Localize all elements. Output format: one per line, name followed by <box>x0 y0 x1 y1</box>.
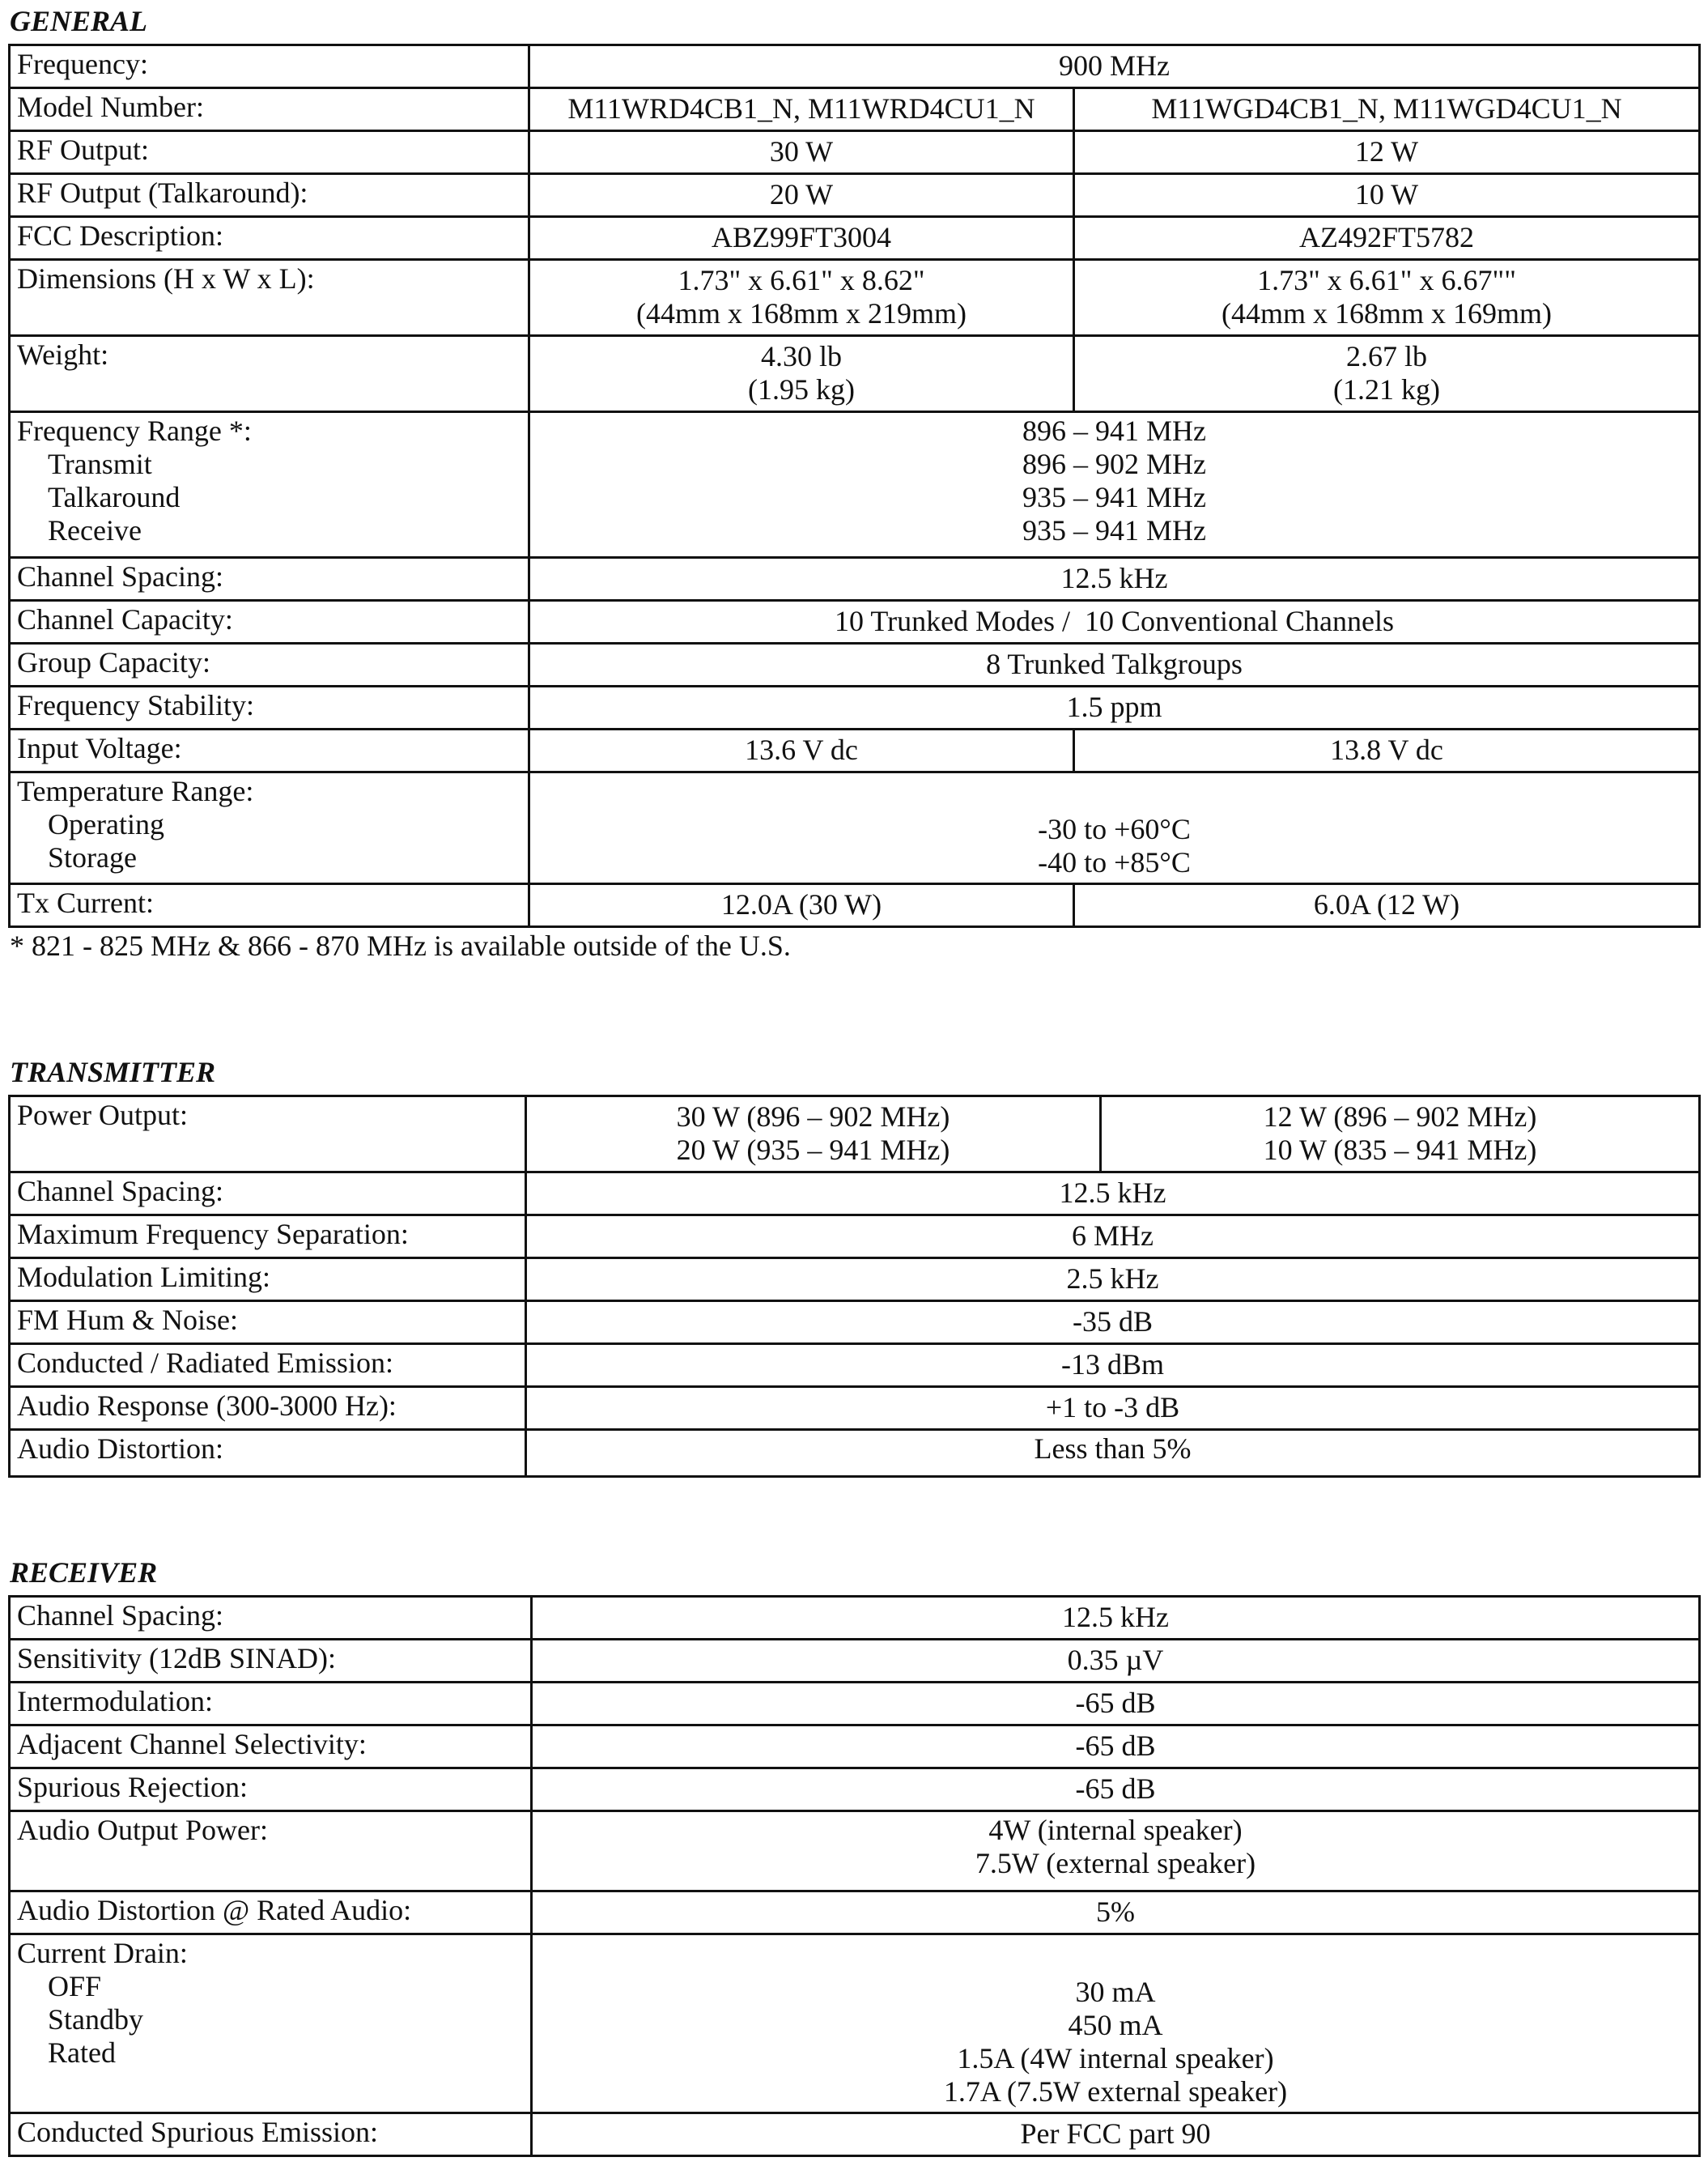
spec-value-model-b: AZ492FT5782 <box>1074 217 1700 260</box>
spec-label <box>10 772 529 884</box>
value-line: (44mm x 168mm x 169mm) <box>1222 296 1552 330</box>
spec-label: Model Number: <box>10 88 529 131</box>
spec-label: Input Voltage: <box>10 730 529 772</box>
value-line: 896 – 902 MHz <box>1022 448 1206 480</box>
receiver-section-title: RECEIVER <box>10 1556 158 1589</box>
spec-label: Audio Response (300-3000 Hz): <box>10 1387 526 1430</box>
spec-value: -35 dB <box>526 1301 1700 1344</box>
spec-label: Audio Output Power: <box>10 1811 532 1891</box>
value-line: 7.5W (external speaker) <box>975 1847 1256 1879</box>
spec-value <box>532 1811 1700 1891</box>
table-row <box>10 260 1700 336</box>
label-subline: Transmit <box>48 448 152 480</box>
spec-value-model-b <box>1101 1096 1700 1172</box>
table-row <box>10 730 1700 772</box>
table-row <box>10 1725 1700 1768</box>
table-row <box>10 1683 1700 1725</box>
table-row <box>10 1301 1700 1344</box>
table-row <box>10 336 1700 412</box>
spec-value: Per FCC part 90 <box>532 2113 1700 2156</box>
spec-label: Frequency: <box>10 45 529 88</box>
spec-value: -13 dBm <box>526 1344 1700 1387</box>
table-row <box>10 1387 1700 1430</box>
spec-label: Weight: <box>10 336 529 412</box>
spec-label: Power Output: <box>10 1096 526 1172</box>
spec-value: -65 dB <box>532 1768 1700 1811</box>
value-line: (1.95 kg) <box>748 372 855 406</box>
spec-label: RF Output: <box>10 131 529 174</box>
table-row <box>10 687 1700 730</box>
value-line: 935 – 941 MHz <box>1022 481 1206 513</box>
spec-value: -65 dB <box>532 1683 1700 1725</box>
table-row <box>10 1640 1700 1683</box>
spec-value-model-a: M11WRD4CB1_N, M11WRD4CU1_N <box>529 88 1074 131</box>
table-row <box>10 1891 1700 1934</box>
value-line: 1.73" x 6.61" x 8.62" <box>678 263 925 296</box>
spec-value-model-b <box>1074 260 1700 336</box>
spec-value-model-b <box>1074 336 1700 412</box>
spec-label: Audio Distortion @ Rated Audio: <box>10 1891 532 1934</box>
spec-value-model-a: 12.0A (30 W) <box>529 884 1074 927</box>
spec-value: Less than 5% <box>526 1430 1700 1477</box>
table-row <box>10 1172 1700 1215</box>
value-line: 30 mA <box>1075 1976 1156 2008</box>
spec-value: 2.5 kHz <box>526 1258 1700 1301</box>
spec-value-model-a <box>526 1096 1101 1172</box>
label-line: Frequency Range *: <box>17 415 252 447</box>
spec-value-model-a: 20 W <box>529 174 1074 217</box>
value-line: 896 – 941 MHz <box>1022 415 1206 447</box>
spec-label <box>10 1934 532 2113</box>
spec-label: Tx Current: <box>10 884 529 927</box>
spec-value-model-a <box>529 336 1074 412</box>
spec-label: RF Output (Talkaround): <box>10 174 529 217</box>
table-row <box>10 1344 1700 1387</box>
table-row <box>10 772 1700 884</box>
spec-value: 10 Trunked Modes / 10 Conventional Channels <box>529 601 1700 644</box>
spec-label: Conducted Spurious Emission: <box>10 2113 532 2156</box>
label-line: Current Drain: <box>17 1937 188 1969</box>
table-row <box>10 884 1700 927</box>
spec-value-model-b: 6.0A (12 W) <box>1074 884 1700 927</box>
spec-value-model-b: M11WGD4CB1_N, M11WGD4CU1_N <box>1074 88 1700 131</box>
value-line: 1.7A (7.5W external speaker) <box>943 2075 1288 2108</box>
spec-label: Channel Capacity: <box>10 601 529 644</box>
spec-label: Intermodulation: <box>10 1683 532 1725</box>
spec-value: 5% <box>532 1891 1700 1934</box>
table-row <box>10 88 1700 131</box>
value-line: -30 to +60°C <box>1038 813 1191 845</box>
spec-label: FM Hum & Noise: <box>10 1301 526 1344</box>
table-row <box>10 601 1700 644</box>
spec-value <box>529 772 1700 884</box>
spec-value: +1 to -3 dB <box>526 1387 1700 1430</box>
spec-label: Modulation Limiting: <box>10 1258 526 1301</box>
value-line: 450 mA <box>1068 2009 1163 2041</box>
table-row <box>10 1096 1700 1172</box>
spec-value-model-a <box>529 260 1074 336</box>
spec-label: Spurious Rejection: <box>10 1768 532 1811</box>
value-line: 2.67 lb <box>1345 339 1427 372</box>
table-row <box>10 412 1700 558</box>
value-line: 1.5A (4W internal speaker) <box>957 2042 1274 2074</box>
label-subline: Talkaround <box>48 481 181 513</box>
label-subline: Standby <box>48 2003 144 2036</box>
spec-value-model-b: 13.8 V dc <box>1074 730 1700 772</box>
spec-value-model-a: ABZ99FT3004 <box>529 217 1074 260</box>
table-row <box>10 2113 1700 2156</box>
spec-value: 8 Trunked Talkgroups <box>529 644 1700 687</box>
table-row <box>10 1934 1700 2113</box>
spec-value <box>532 1934 1700 2113</box>
value-line: 4.30 lb <box>760 339 842 372</box>
spec-value: 12.5 kHz <box>526 1172 1700 1215</box>
value-line: 12 W (896 – 902 MHz) <box>1263 1100 1537 1133</box>
spec-value: 1.5 ppm <box>529 687 1700 730</box>
value-line: -40 to +85°C <box>1038 846 1191 879</box>
table-row <box>10 1430 1700 1477</box>
table-row <box>10 131 1700 174</box>
spec-value-model-a: 13.6 V dc <box>529 730 1074 772</box>
spec-label: Maximum Frequency Separation: <box>10 1215 526 1258</box>
value-line: 20 W (935 – 941 MHz) <box>676 1133 950 1166</box>
table-row <box>10 45 1700 88</box>
spec-label: Conducted / Radiated Emission: <box>10 1344 526 1387</box>
value-line: 10 W (835 – 941 MHz) <box>1263 1133 1537 1166</box>
general-footnote: * 821 - 825 MHz & 866 - 870 MHz is available outside of the U.S. <box>10 930 791 962</box>
spec-label <box>10 412 529 558</box>
spec-value <box>529 412 1700 558</box>
spec-label: Channel Spacing: <box>10 1172 526 1215</box>
label-subline: Storage <box>48 841 137 874</box>
spec-label: Adjacent Channel Selectivity: <box>10 1725 532 1768</box>
value-line: 935 – 941 MHz <box>1022 514 1206 547</box>
spec-value: 12.5 kHz <box>532 1597 1700 1640</box>
spec-label: Audio Distortion: <box>10 1430 526 1477</box>
spec-label: FCC Description: <box>10 217 529 260</box>
spec-label: Dimensions (H x W x L): <box>10 260 529 336</box>
table-row <box>10 1215 1700 1258</box>
label-subline: Operating <box>48 808 164 840</box>
label-line: Temperature Range: <box>17 775 254 807</box>
receiver-spec-table <box>8 1595 1701 2157</box>
spec-label: Frequency Stability: <box>10 687 529 730</box>
transmitter-spec-table <box>8 1095 1701 1478</box>
general-section-title: GENERAL <box>10 5 148 37</box>
transmitter-section-title: TRANSMITTER <box>10 1056 216 1088</box>
table-row <box>10 1258 1700 1301</box>
label-subline: OFF <box>48 1970 102 2002</box>
value-line: 1.73" x 6.61" x 6.67"" <box>1257 263 1516 296</box>
table-row <box>10 1597 1700 1640</box>
label-subline: Rated <box>48 2036 116 2069</box>
spec-label: Channel Spacing: <box>10 1597 532 1640</box>
spec-value: 6 MHz <box>526 1215 1700 1258</box>
spec-value-model-a: 30 W <box>529 131 1074 174</box>
table-row <box>10 558 1700 601</box>
spec-value: 0.35 µV <box>532 1640 1700 1683</box>
spec-value-model-b: 10 W <box>1074 174 1700 217</box>
value-line: 30 W (896 – 902 MHz) <box>676 1100 950 1133</box>
table-row <box>10 644 1700 687</box>
general-spec-table <box>8 44 1701 928</box>
table-row <box>10 1768 1700 1811</box>
value-line: (44mm x 168mm x 219mm) <box>636 296 967 330</box>
spec-value-model-b: 12 W <box>1074 131 1700 174</box>
spec-value: 900 MHz <box>529 45 1700 88</box>
spec-label: Channel Spacing: <box>10 558 529 601</box>
table-row <box>10 174 1700 217</box>
table-row <box>10 217 1700 260</box>
spec-label: Group Capacity: <box>10 644 529 687</box>
spec-value: -65 dB <box>532 1725 1700 1768</box>
table-row <box>10 1811 1700 1891</box>
value-line: 4W (internal speaker) <box>988 1814 1243 1846</box>
label-subline: Receive <box>48 514 142 547</box>
spec-label: Sensitivity (12dB SINAD): <box>10 1640 532 1683</box>
spec-value: 12.5 kHz <box>529 558 1700 601</box>
value-line: (1.21 kg) <box>1333 372 1440 406</box>
